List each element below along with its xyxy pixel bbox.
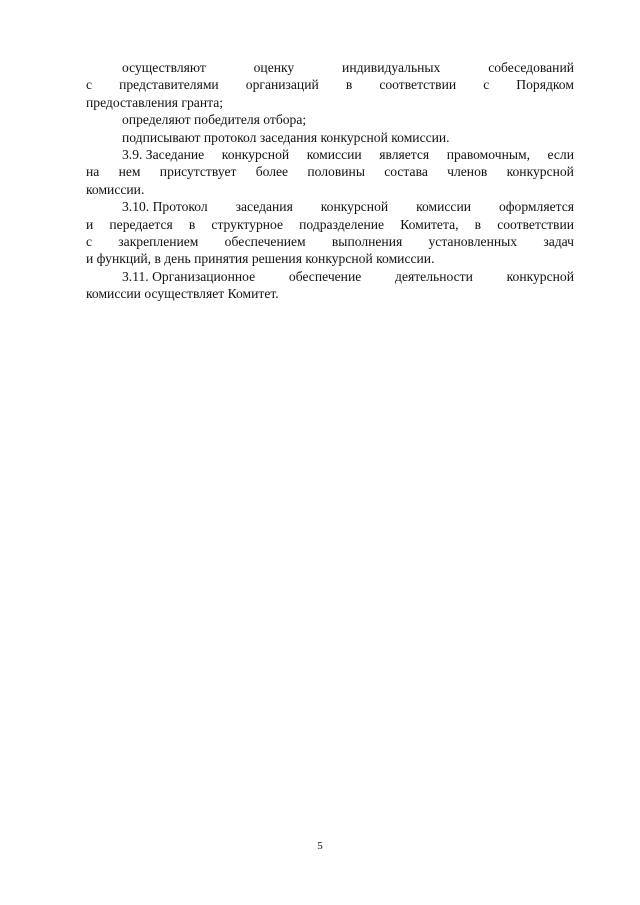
word: собеседований <box>488 60 574 75</box>
word: присутствует <box>159 164 237 180</box>
word: конкурсной <box>506 164 574 180</box>
word: оформляется <box>498 199 574 215</box>
word: 3.11. Организационное <box>122 268 256 284</box>
word: состава <box>384 164 428 180</box>
word: конкурсной <box>221 146 290 162</box>
text-line <box>86 285 574 302</box>
text-line <box>86 146 574 163</box>
word: с <box>86 77 93 93</box>
word: оценку <box>253 60 295 75</box>
word: обеспечение <box>288 268 362 284</box>
word: Комитета, <box>400 216 459 232</box>
text-line <box>86 76 574 93</box>
text-line <box>86 233 574 250</box>
word: членов <box>447 164 488 180</box>
word: деятельности <box>395 268 473 284</box>
page-number: 5 <box>317 840 323 852</box>
text-line <box>86 163 574 180</box>
word: с <box>86 233 93 249</box>
word: с <box>483 77 490 93</box>
word: 3.9. Заседание <box>122 146 205 162</box>
text-line <box>86 111 574 128</box>
word: если <box>547 146 574 162</box>
text-line <box>86 216 574 233</box>
word: Порядком <box>516 77 574 93</box>
word: соответствии <box>497 216 574 232</box>
word: задач <box>543 233 574 249</box>
word: выполнения <box>331 233 403 249</box>
text-line <box>86 198 574 215</box>
word: заседания <box>235 199 293 215</box>
word: представителями <box>119 77 219 93</box>
word: осуществляют <box>122 60 206 75</box>
word: конкурсной <box>506 268 574 284</box>
word: правомочным, <box>446 146 530 162</box>
word: является <box>379 146 430 162</box>
word: закреплением <box>118 233 199 249</box>
line-text: комиссии. <box>86 181 145 197</box>
text-line <box>86 181 574 198</box>
word: передается <box>109 216 173 232</box>
word: и <box>86 216 94 232</box>
word: соответствии <box>379 77 457 93</box>
word: организаций <box>245 77 319 93</box>
word: подразделение <box>299 216 385 232</box>
text-line <box>86 94 574 111</box>
word: более <box>255 164 289 180</box>
word: 3.10. Протокол <box>122 199 208 215</box>
text-line <box>86 250 574 267</box>
line-text: комиссии осуществляет Комитет. <box>86 286 279 302</box>
word: структурное <box>211 216 284 232</box>
word: нем <box>118 164 141 180</box>
word: в <box>188 216 196 232</box>
word: на <box>86 164 100 180</box>
word: комиссии <box>416 199 472 215</box>
word: комиссии <box>306 146 362 162</box>
word: конкурсной <box>320 199 389 215</box>
text-line <box>86 129 574 146</box>
word: обеспечением <box>224 233 306 249</box>
line-text: определяют победителя отбора; <box>122 112 307 128</box>
line-text: предоставления гранта; <box>86 94 224 110</box>
text-line <box>86 268 574 285</box>
word: индивидуальных <box>342 60 441 75</box>
word: в <box>474 216 482 232</box>
word: половины <box>307 164 365 180</box>
line-text: подписывают протокол заседания конкурсной комиссии. <box>122 129 450 145</box>
document-body <box>86 59 574 302</box>
word: в <box>345 77 353 93</box>
word: установленных <box>428 233 518 249</box>
text-line <box>86 59 574 76</box>
line-text: и функций, в день принятия решения конкурсной комиссии. <box>86 251 435 267</box>
